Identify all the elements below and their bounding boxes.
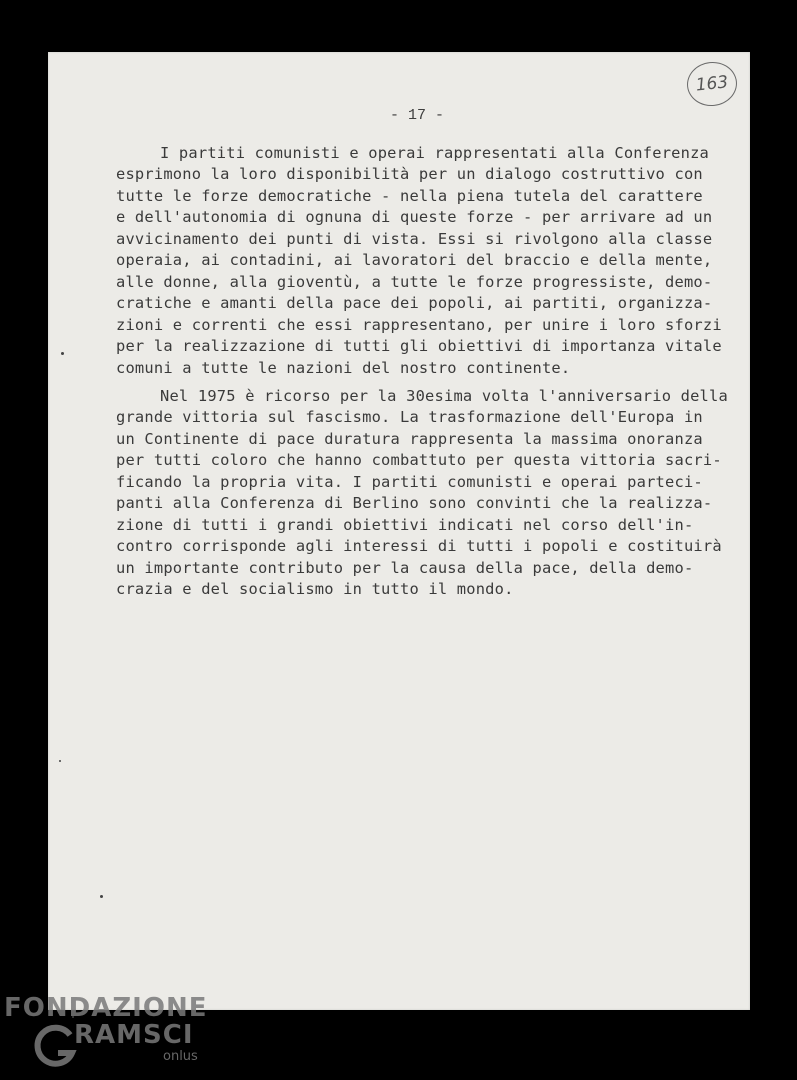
text-line: operaia, ai contadini, ai lavoratori del braccio e della mente, bbox=[116, 251, 713, 269]
archive-stamp-number: 163 bbox=[685, 60, 739, 109]
paper-speck bbox=[61, 352, 64, 355]
text-line: per la realizzazione di tutti gli obiettivi di importanza vitale bbox=[116, 337, 722, 355]
text-line: Nel 1975 è ricorso per la 30esima volta l'anniversario della bbox=[160, 387, 728, 405]
text-line: I partiti comunisti e operai rappresentati alla Conferenza bbox=[160, 144, 710, 162]
paper-speck bbox=[59, 760, 61, 762]
text-line: zioni e correnti che essi rappresentano, per unire i loro sforzi bbox=[116, 316, 722, 334]
watermark-line1: FONDAZIONE bbox=[4, 993, 208, 1023]
text-line: grande vittoria sul fascismo. La trasformazione dell'Europa in bbox=[116, 408, 703, 426]
g-logo-icon bbox=[32, 1023, 78, 1069]
text-line: crazia e del socialismo in tutto il mondo. bbox=[116, 580, 514, 598]
fondazione-gramsci-watermark bbox=[0, 993, 208, 1073]
watermark-line2: RAMSCI bbox=[74, 1020, 194, 1050]
text-line: contro corrisponde agli interessi di tutti i popoli e costituirà bbox=[116, 537, 722, 555]
text-line: un Continente di pace duratura rappresenta la massima onoranza bbox=[116, 430, 703, 448]
text-line: un importante contributo per la causa della pace, della demo- bbox=[116, 559, 694, 577]
text-line: panti alla Conferenza di Berlino sono convinti che la realizza- bbox=[116, 494, 713, 512]
paper-speck bbox=[100, 895, 103, 898]
page-number: - 17 - bbox=[390, 107, 445, 124]
text-line: esprimono la loro disponibilità per un dialogo costruttivo con bbox=[116, 165, 703, 183]
text-line: zione di tutti i grandi obiettivi indicati nel corso dell'in- bbox=[116, 516, 694, 534]
text-line: avvicinamento dei punti di vista. Essi si rivolgono alla classe bbox=[116, 230, 713, 248]
text-line: cratiche e amanti della pace dei popoli, ai partiti, organizza- bbox=[116, 294, 713, 312]
text-line: tutte le forze democratiche - nella piena tutela del carattere bbox=[116, 187, 703, 205]
text-line: ficando la propria vita. I partiti comunisti e operai parteci- bbox=[116, 473, 703, 491]
text-line: comuni a tutte le nazioni del nostro continente. bbox=[116, 359, 571, 377]
watermark-subtitle: onlus bbox=[163, 1049, 198, 1064]
text-line: alle donne, alla gioventù, a tutte le forze progressiste, demo- bbox=[116, 273, 713, 291]
text-line: e dell'autonomia di ognuna di queste forze - per arrivare ad un bbox=[116, 208, 713, 226]
text-line: per tutti coloro che hanno combattuto per questa vittoria sacri- bbox=[116, 451, 722, 469]
